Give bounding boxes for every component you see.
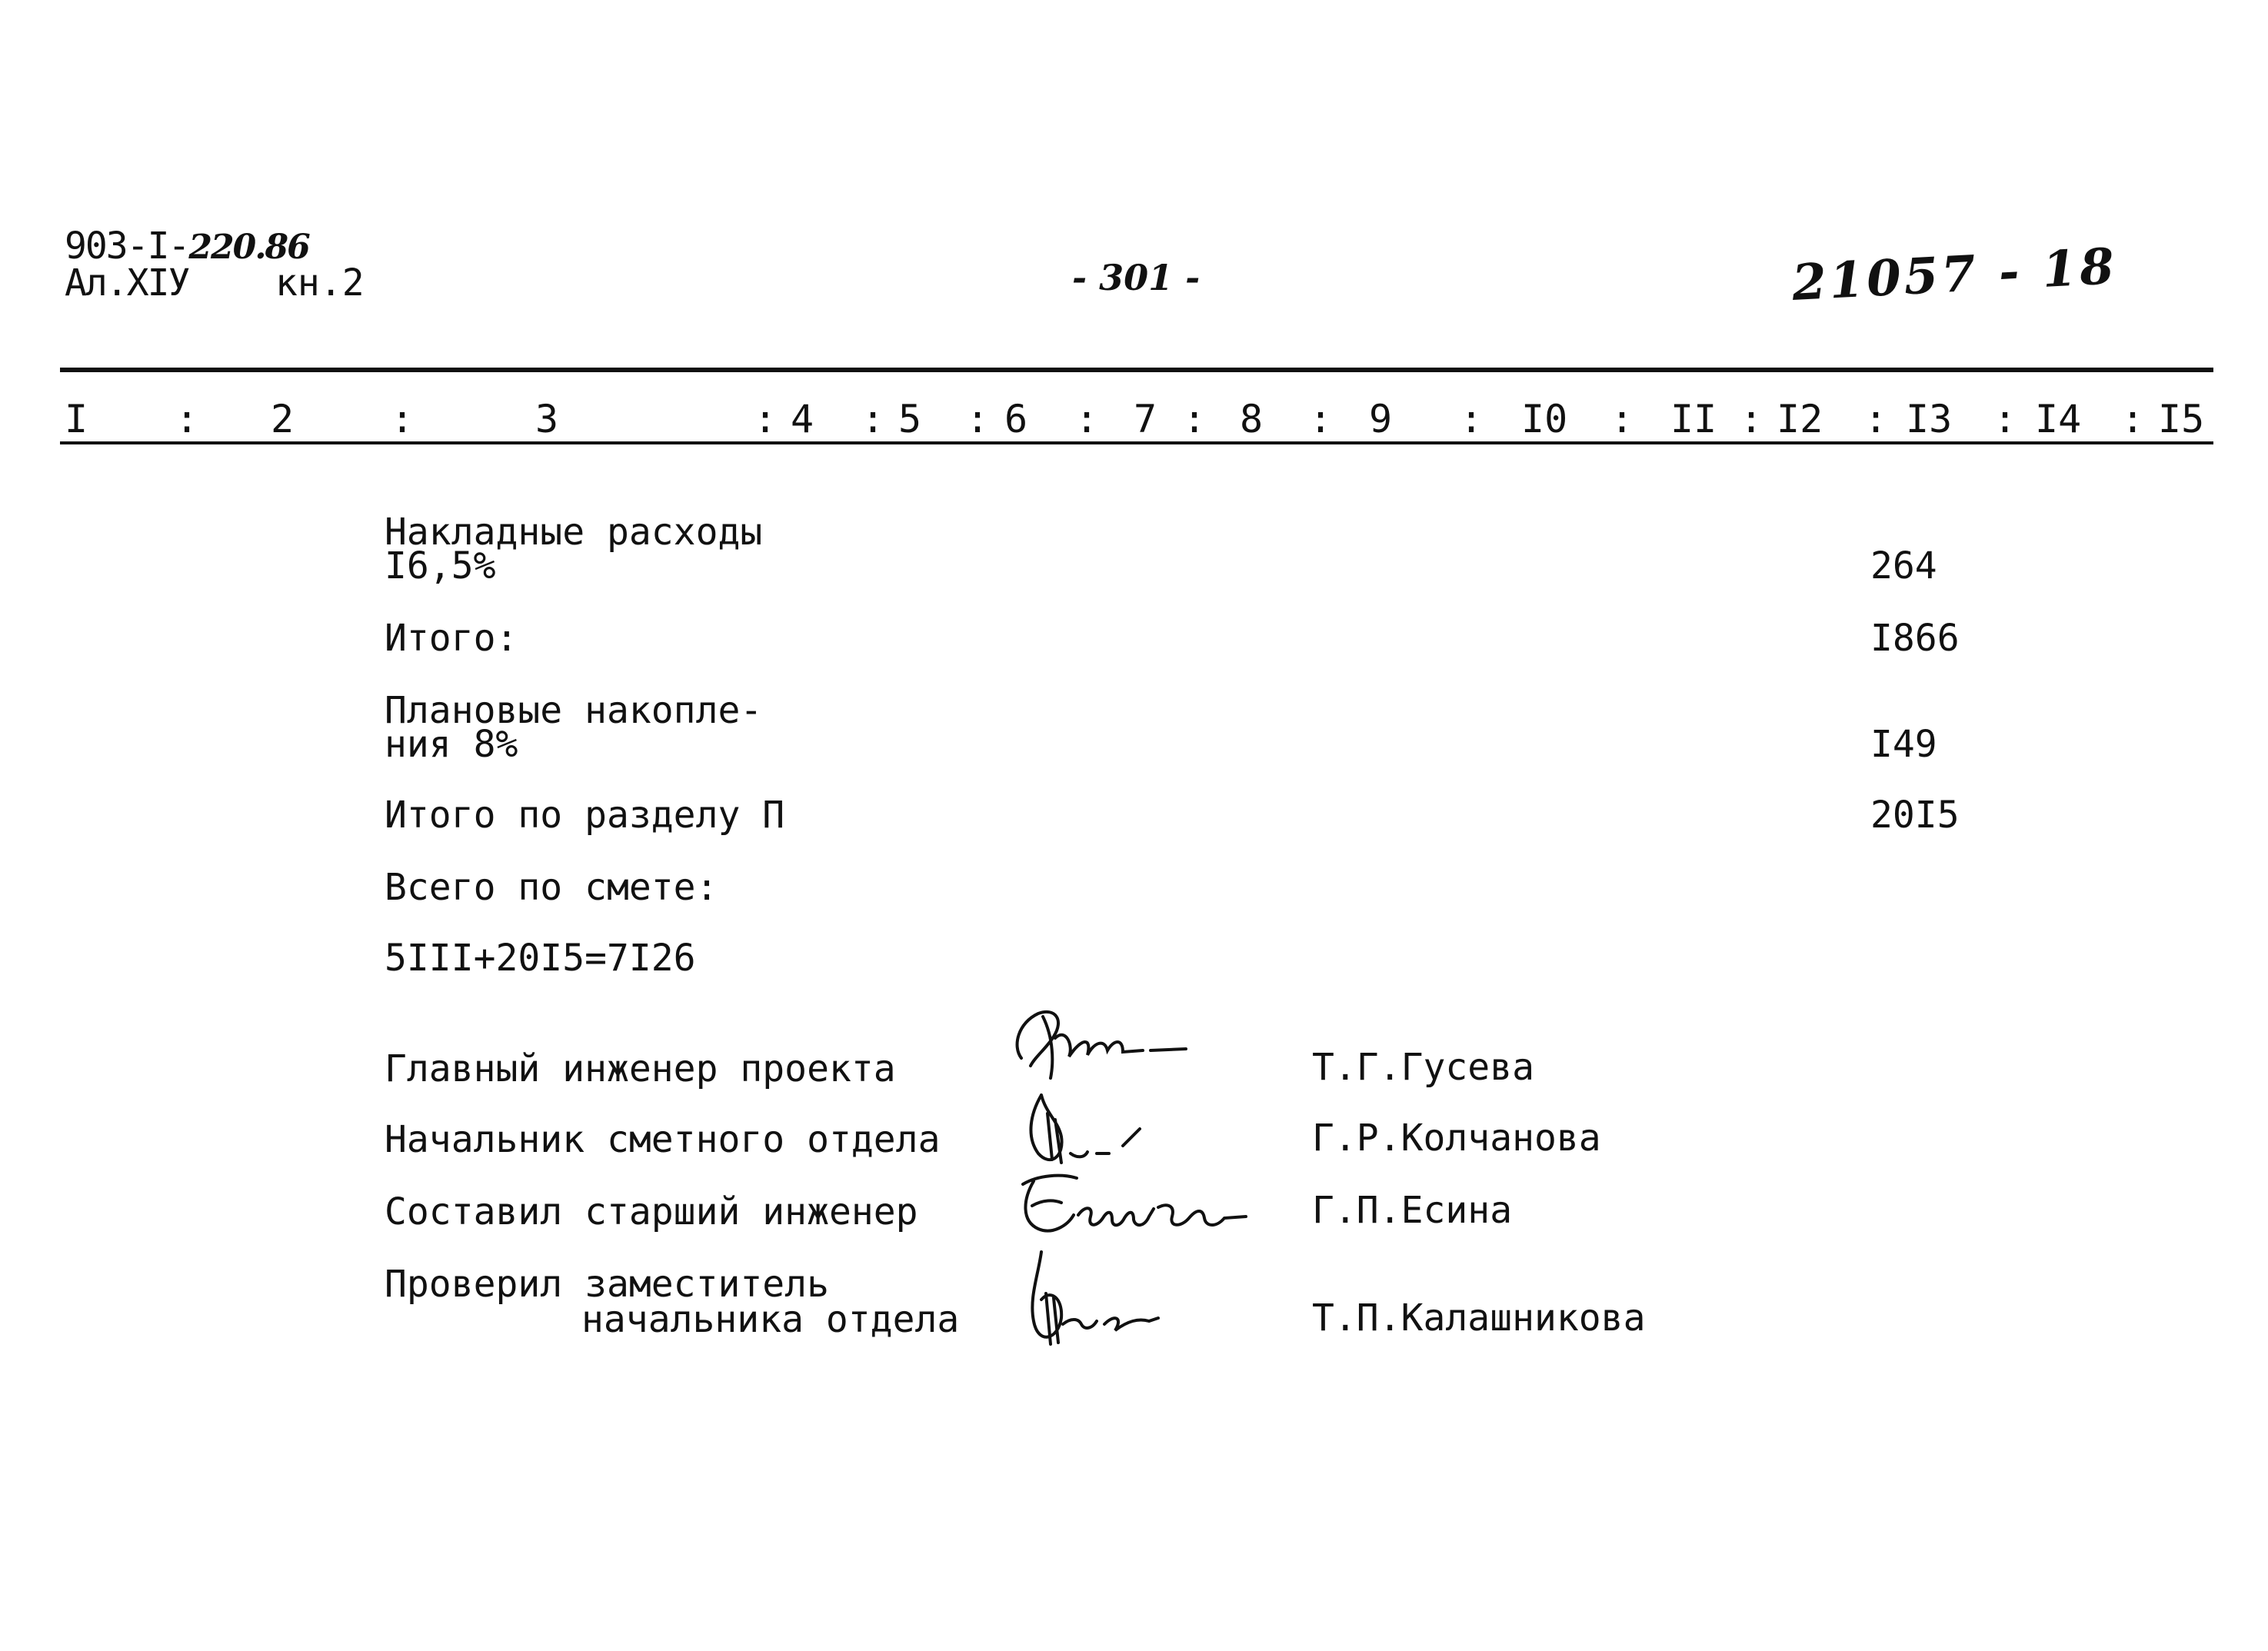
column-separator: : bbox=[391, 397, 415, 441]
item-value: 264 bbox=[1870, 544, 1937, 588]
signatory-role: Проверил заместитель bbox=[385, 1263, 829, 1306]
signature-gusev bbox=[1007, 992, 1192, 1092]
item-label-continuation: I6,5% bbox=[385, 544, 496, 588]
column-number: 9 bbox=[1369, 397, 1393, 441]
signatory-role: Начальник сметного отдела bbox=[385, 1118, 941, 1161]
column-separator: : bbox=[1460, 397, 1484, 441]
item-label-continuation: ния 8% bbox=[385, 723, 518, 766]
item-label: Накладные расходы bbox=[385, 511, 763, 554]
item-value: I49 bbox=[1870, 723, 1937, 766]
column-number: 6 bbox=[1004, 397, 1028, 441]
book-label: кн.2 bbox=[275, 261, 365, 305]
column-separator: : bbox=[1610, 397, 1634, 441]
column-number: 5 bbox=[898, 397, 922, 441]
column-separator: : bbox=[1864, 397, 1888, 441]
column-separator: : bbox=[754, 397, 778, 441]
column-number: II bbox=[1670, 397, 1717, 441]
column-number: 2 bbox=[271, 397, 295, 441]
column-number: 7 bbox=[1134, 397, 1157, 441]
column-number: I4 bbox=[2035, 397, 2082, 441]
column-separator: : bbox=[2121, 397, 2145, 441]
signature-kalashnikova bbox=[1007, 1244, 1192, 1360]
column-separator: : bbox=[1993, 397, 2017, 441]
signatory-name: Г.Р.Колчанова bbox=[1312, 1117, 1601, 1160]
estimate-total-formula: 5III+20I5=7I26 bbox=[385, 937, 696, 980]
column-number: I0 bbox=[1521, 397, 1568, 441]
page-number: - 301 - bbox=[1072, 257, 1201, 298]
document-code-handwritten: 220.86 bbox=[188, 228, 309, 267]
item-label: Плановые накопле- bbox=[385, 689, 763, 732]
album-label: Ал.XIУ bbox=[65, 261, 189, 305]
table-top-rule bbox=[60, 368, 2213, 372]
column-separator: : bbox=[1740, 397, 1763, 441]
column-separator: : bbox=[966, 397, 990, 441]
table-header-rule bbox=[60, 441, 2213, 444]
item-value: 20I5 bbox=[1870, 794, 1960, 837]
column-separator: : bbox=[1183, 397, 1207, 441]
column-separator: : bbox=[175, 397, 199, 441]
column-number: I bbox=[65, 397, 88, 441]
column-number: 3 bbox=[535, 397, 559, 441]
signatory-name: Т.П.Калашникова bbox=[1312, 1297, 1646, 1340]
item-label: Итого по разделу П bbox=[385, 794, 785, 837]
item-label: Итого: bbox=[385, 617, 518, 660]
column-separator: : bbox=[861, 397, 885, 441]
document-code-prefix: 903-I- bbox=[65, 225, 189, 268]
column-number: 8 bbox=[1240, 397, 1264, 441]
column-number: I2 bbox=[1777, 397, 1823, 441]
column-number: I5 bbox=[2158, 397, 2205, 441]
column-separator: : bbox=[1075, 397, 1099, 441]
signatory-role: Главный инженер проекта bbox=[385, 1047, 896, 1090]
column-number: I3 bbox=[1906, 397, 1953, 441]
signature-esina bbox=[1007, 1161, 1254, 1246]
signatory-name: Т.Г.Гусева bbox=[1312, 1046, 1534, 1089]
signatory-role: Составил старший инженер bbox=[385, 1190, 918, 1233]
item-label: Всего по смете: bbox=[385, 866, 718, 909]
column-number: 4 bbox=[791, 397, 814, 441]
item-value: I866 bbox=[1870, 617, 1960, 660]
document-number: 21057 - 18 bbox=[1790, 237, 2119, 313]
signatory-role-continuation: начальника отдела bbox=[581, 1298, 960, 1341]
column-separator: : bbox=[1309, 397, 1333, 441]
signatory-name: Г.П.Есина bbox=[1312, 1189, 1513, 1232]
